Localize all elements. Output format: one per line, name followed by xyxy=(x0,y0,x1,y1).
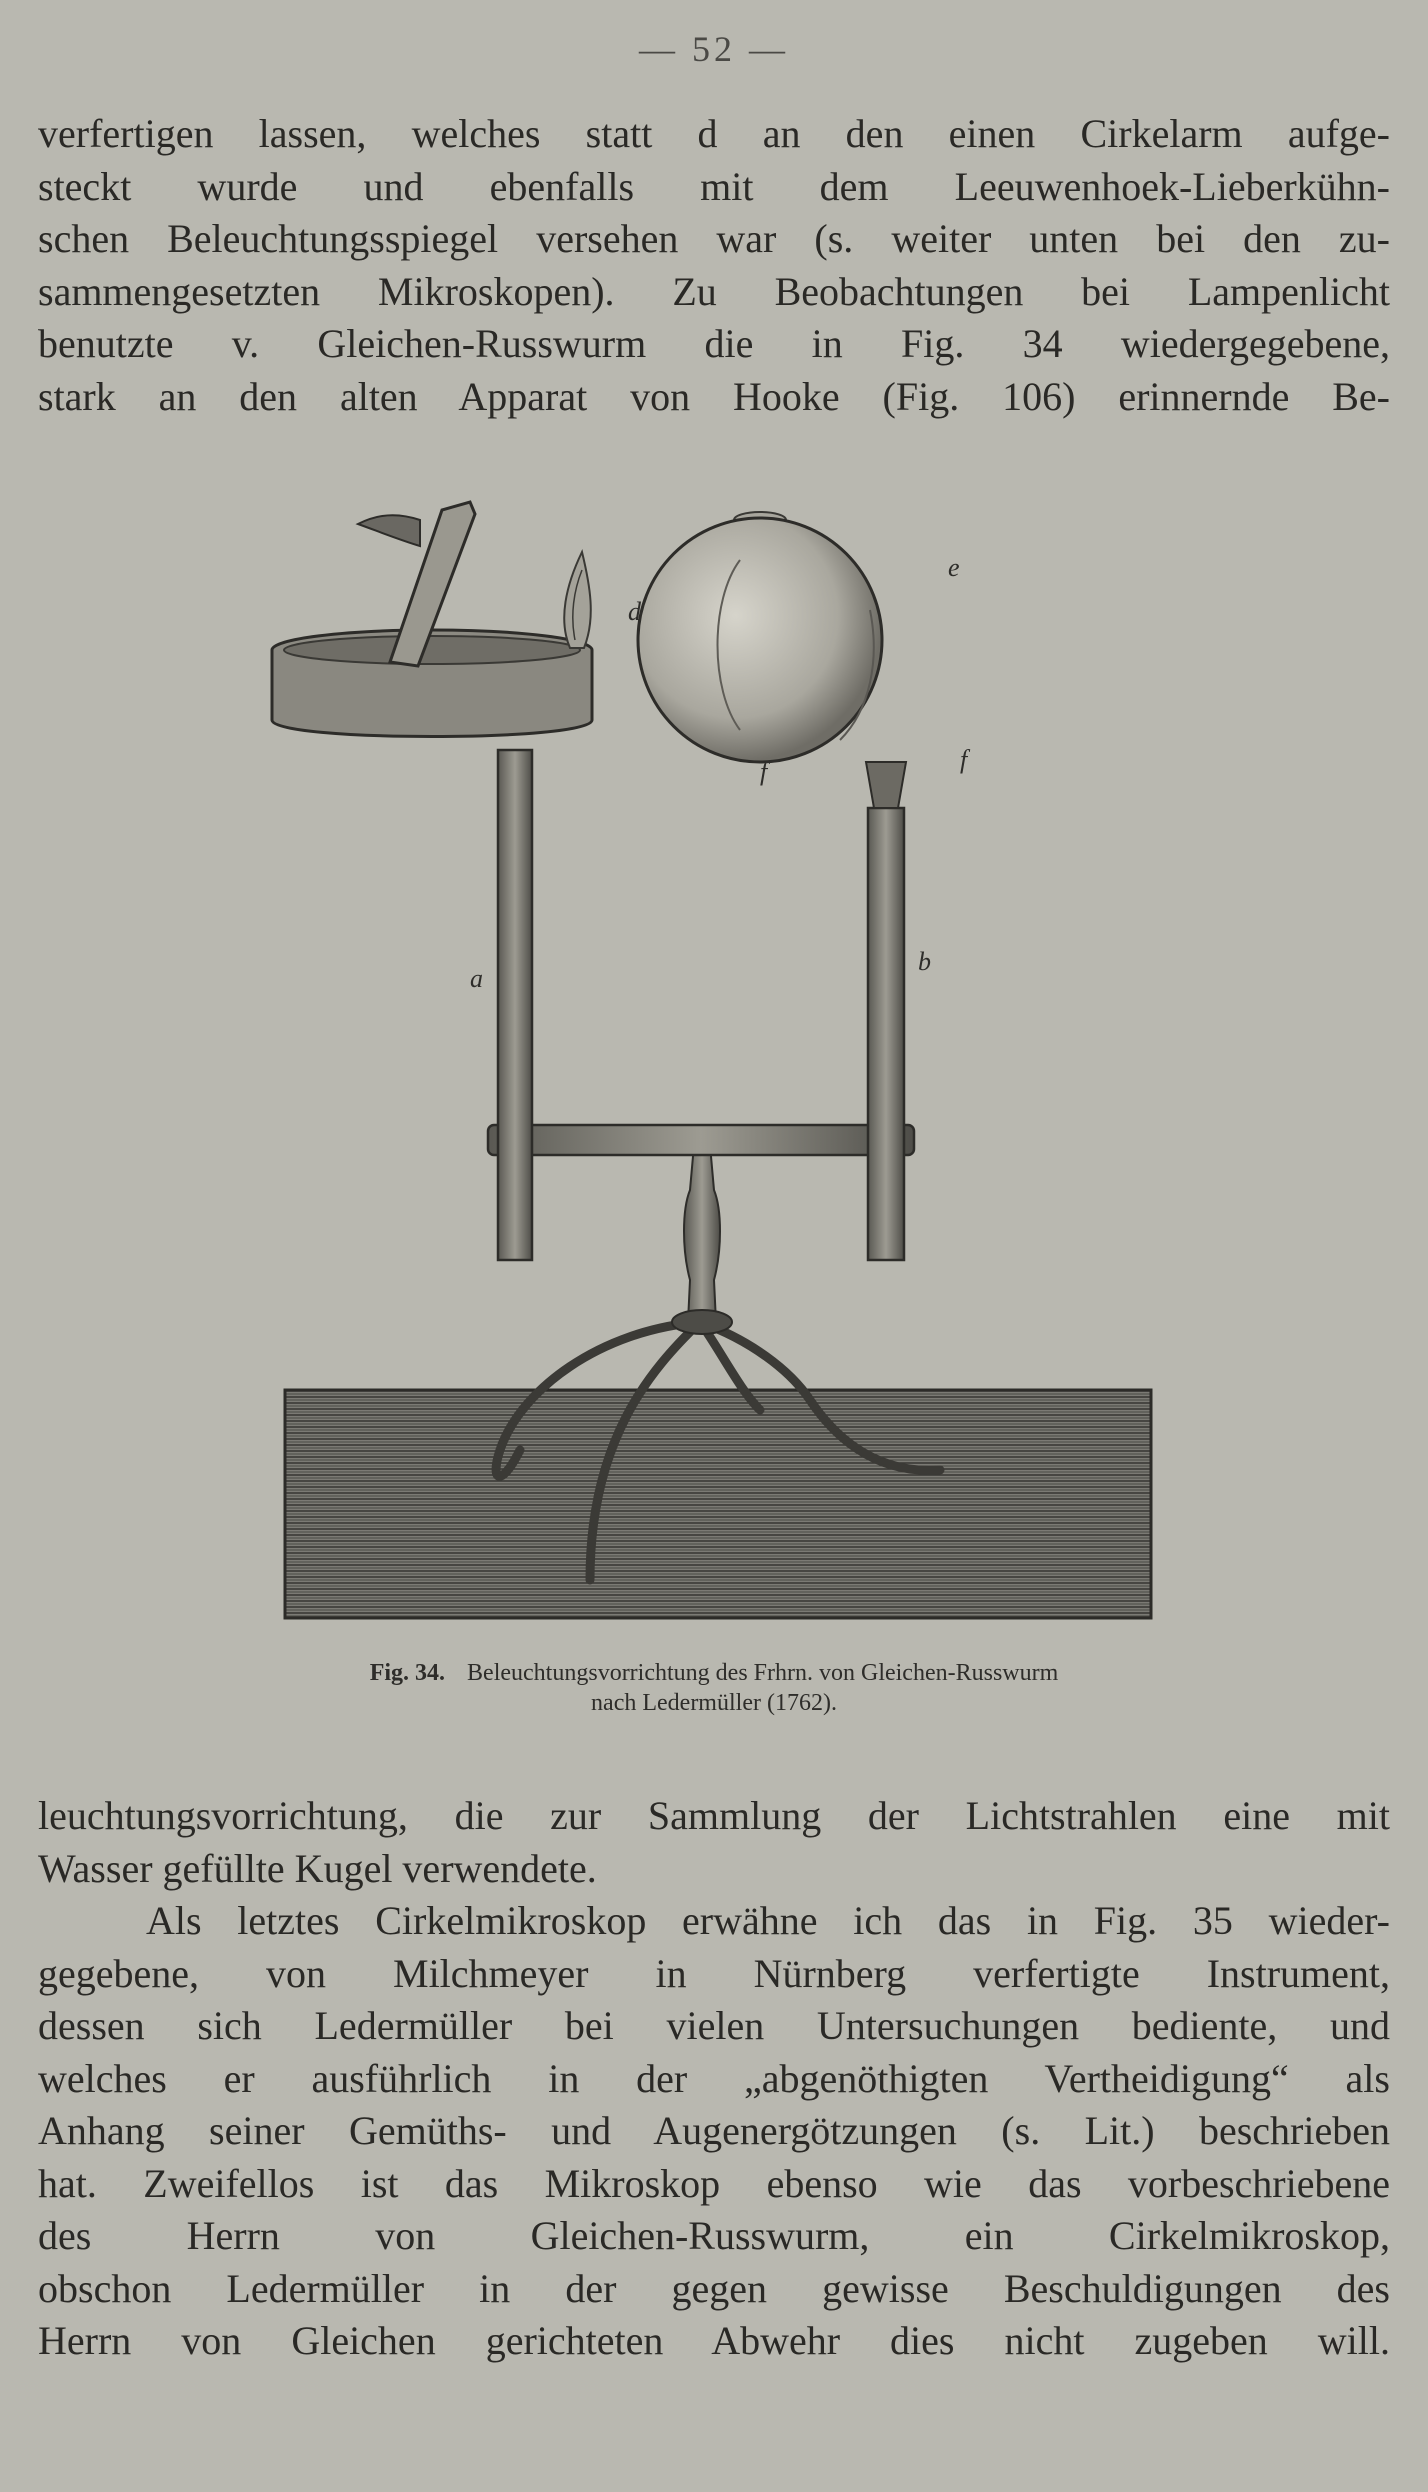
glass-globe xyxy=(638,518,882,762)
left-rod xyxy=(498,750,532,1260)
figure-caption xyxy=(0,1658,1428,1718)
right-rod xyxy=(868,808,904,1260)
text-line: stark an den alten Apparat von Hooke (Fig. 106) erinnernde Be- xyxy=(38,373,1390,419)
lamp-flame xyxy=(564,552,591,648)
figure-34 xyxy=(270,490,1170,1630)
label-letter-e: e xyxy=(948,553,960,582)
label-letter-d: d xyxy=(628,597,641,626)
label-letter-f2: f xyxy=(960,745,968,774)
text-line: dessen sich Ledermüller bei vielen Untersuchungen bediente, und xyxy=(38,2003,1390,2048)
text-line: Wasser gefüllte Kugel verwendete. xyxy=(38,1845,597,1891)
text-line: Als letztes Cirkelmikroskop erwähne ich das in Fig. 35 wieder- xyxy=(146,1898,1390,1943)
globe-neck xyxy=(866,762,906,808)
text-line: benutzte v. Gleichen-Russwurm die in Fig. 34 wiedergegebene, xyxy=(38,321,1390,366)
figure-illustration xyxy=(270,490,1170,1630)
caption-line-2: nach Ledermüller (1762). xyxy=(591,1690,837,1716)
label-letter-a: a xyxy=(470,964,483,993)
text-line: sammengesetzten Mikroskopen). Zu Beobachtungen bei Lampenlicht xyxy=(38,268,1390,314)
base-block xyxy=(285,1390,1151,1618)
text-line: Herrn von Gleichen gerichteten Abwehr dies nicht zugeben will. xyxy=(38,2318,1390,2363)
paragraph-1 xyxy=(38,108,1390,423)
caption-text-1: Beleuchtungsvorrichtung des Frhrn. von Gleichen-Russwurm xyxy=(467,1660,1059,1686)
caption-line-1 xyxy=(0,1658,1428,1688)
text-line: hat. Zweifellos ist das Mikroskop ebenso wie das vorbeschriebene xyxy=(38,2160,1390,2206)
paragraph-2 xyxy=(38,1790,1390,2368)
label-letter-f1: f xyxy=(760,757,768,786)
text-line: obschon Ledermüller in der gegen gewisse Beschuldigungen des xyxy=(38,2265,1390,2311)
caption-label: Fig. 34. xyxy=(369,1660,446,1686)
text-line: des Herrn von Gleichen-Russwurm, ein Cirkelmikroskop, xyxy=(38,2213,1390,2258)
cross-bar xyxy=(488,1125,914,1155)
label-letter-b: b xyxy=(918,947,931,976)
text-line: schen Beleuchtungsspiegel versehen war (s. weiter unten bei den zu- xyxy=(38,216,1390,261)
text-line: verfertigen lassen, welches statt d an den einen Cirkelarm aufge- xyxy=(38,111,1390,156)
central-column xyxy=(684,1145,720,1322)
text-line: welches er ausführlich in der „abgenöthigten Vertheidigung“ als xyxy=(38,2055,1390,2101)
text-line: leuchtungsvorrichtung, die zur Sammlung der Lichtstrahlen eine mit xyxy=(38,1793,1390,1838)
text-line: steckt wurde und ebenfalls mit dem Leeuwenhoek-Lieberkühn- xyxy=(38,163,1390,209)
page-number: — 52 — xyxy=(639,29,789,69)
text-line: gegebene, von Milchmeyer in Nürnberg verfertigte Instrument, xyxy=(38,1950,1390,1996)
text-line: Anhang seiner Gemüths- und Augenergötzungen (s. Lit.) beschrieben xyxy=(38,2108,1390,2153)
